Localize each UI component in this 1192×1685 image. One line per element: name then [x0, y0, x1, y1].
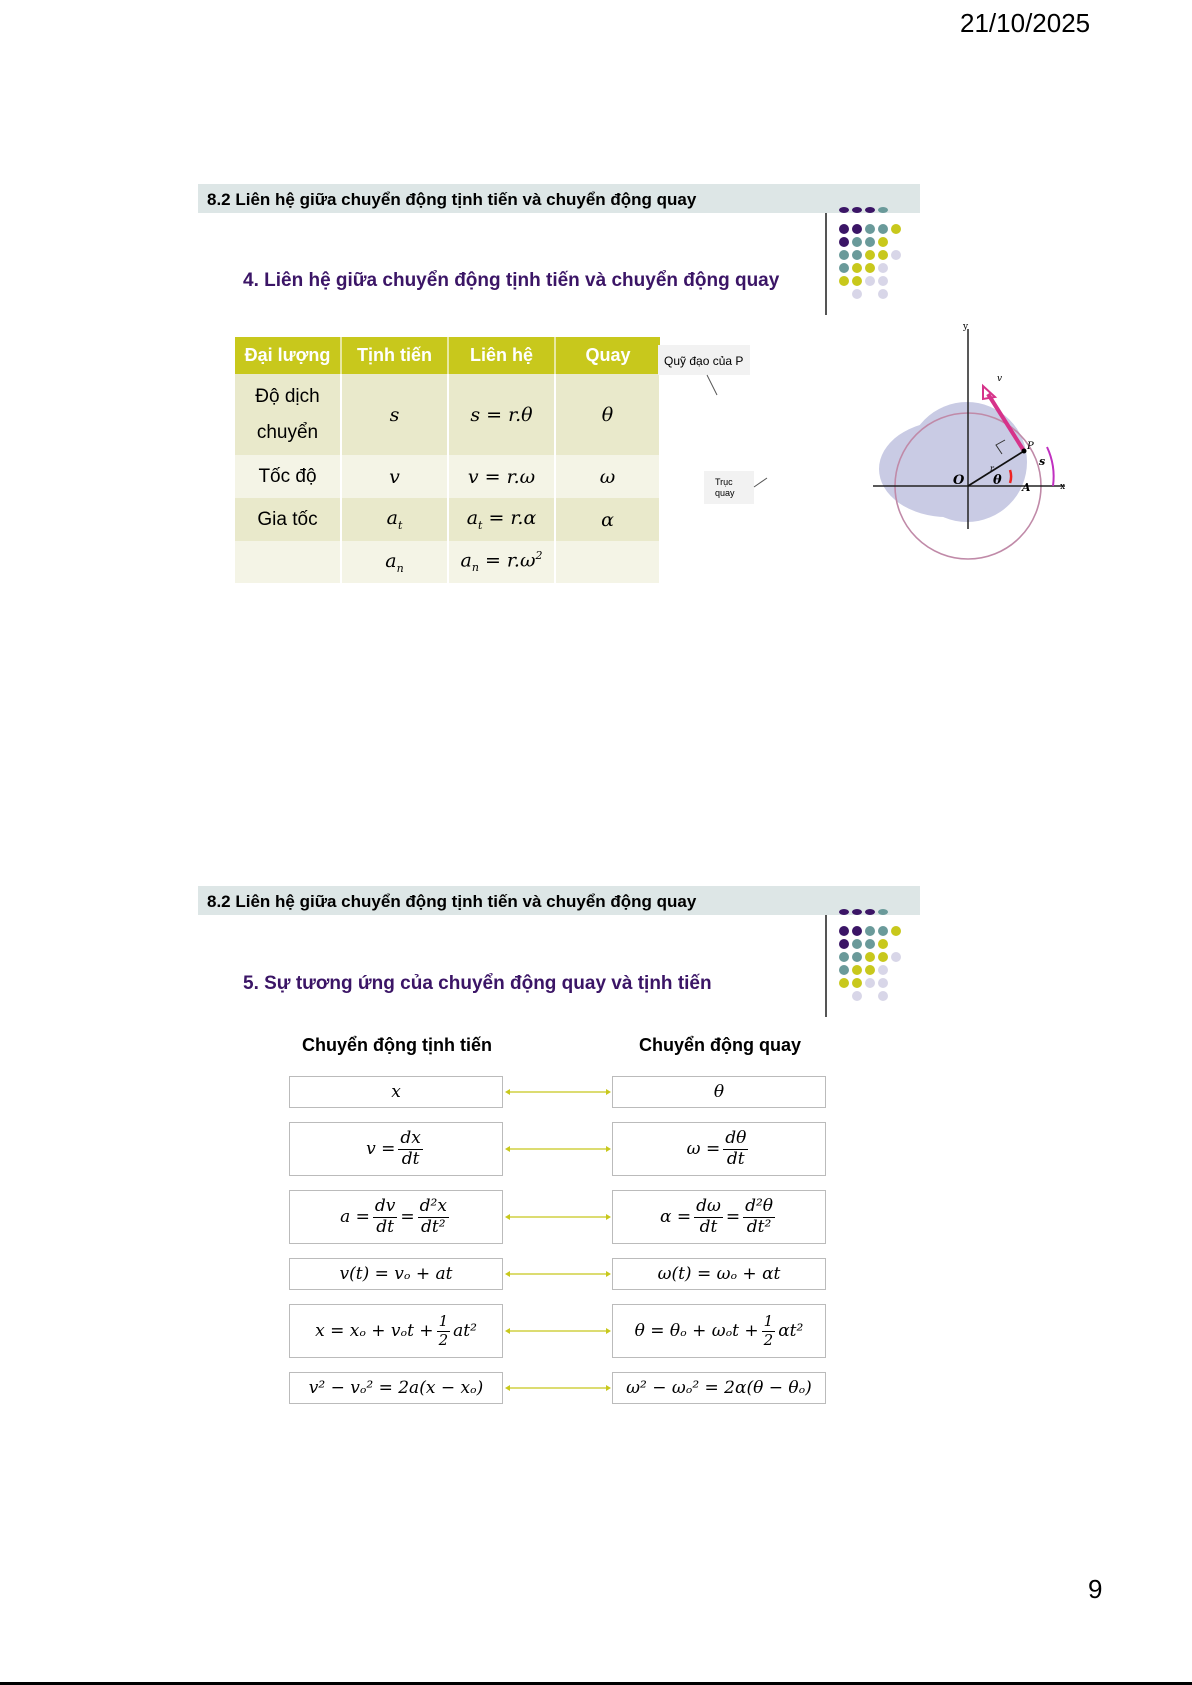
- row-name: Tốc độ: [235, 455, 341, 498]
- radius-label: r: [990, 464, 994, 473]
- slide-1: [198, 184, 1066, 604]
- x-label: x: [1060, 482, 1066, 492]
- y-label: y: [963, 322, 969, 332]
- decorative-dot: [878, 237, 888, 247]
- eq-position-angular: θ: [612, 1076, 826, 1108]
- decorative-dot: [852, 207, 862, 213]
- eq-velocity-linear: v = $\frac{dx}{dt}$: [289, 1122, 503, 1176]
- decorative-dot: [878, 978, 888, 988]
- slide-subtitle: 4. Liên hệ giữa chuyển động tịnh tiến và chuyển động quay: [243, 270, 780, 291]
- decorative-dot: [878, 276, 888, 286]
- decorative-dot: [852, 978, 862, 988]
- velocity-label: v: [997, 374, 1003, 384]
- decorative-dot: [852, 939, 862, 949]
- decorative-dot: [852, 263, 862, 273]
- decorative-dot: [852, 237, 862, 247]
- decorative-dot: [839, 263, 849, 273]
- decorative-dot: [865, 939, 875, 949]
- correspondence-arrow: [505, 1269, 611, 1279]
- decorative-dot: [852, 926, 862, 936]
- decorative-dot: [878, 250, 888, 260]
- decorative-dot: [878, 926, 888, 936]
- linear-cell: s: [341, 374, 448, 455]
- decorative-dot: [865, 965, 875, 975]
- th-angular: Quay: [555, 337, 660, 374]
- table-row: [235, 455, 660, 498]
- eq-acceleration-angular: α = $\frac{d\omega}{dt}$ = $\frac{\text{d²θ}}{\text{dt²}}$: [612, 1190, 826, 1244]
- decorative-dot: [878, 207, 888, 213]
- decorative-dot: [865, 276, 875, 286]
- angular-cell: [555, 541, 660, 583]
- slide-header: 8.2 Liên hệ giữa chuyển động tịnh tiến và chuyển động quay: [207, 190, 697, 209]
- rotation-diagram: [657, 322, 1077, 589]
- decorative-dot: [891, 926, 901, 936]
- correspondence-arrow: [505, 1087, 611, 1097]
- slide-2: [198, 886, 920, 1406]
- linear-cell: $a_n$: [341, 541, 448, 583]
- decorative-dot: [878, 263, 888, 273]
- row-name: Gia tốc: [235, 498, 341, 541]
- trajectory-label: Quỹ đạo của P: [664, 354, 744, 368]
- eq-position-linear: x: [289, 1076, 503, 1108]
- angular-cell: ω: [555, 455, 660, 498]
- th-quantity: Đại lượng: [235, 337, 341, 374]
- decorative-dot: [878, 939, 888, 949]
- axis-label-line1: Trục: [715, 477, 733, 487]
- decorative-dot: [891, 250, 901, 260]
- linear-cell: $a_t$: [341, 498, 448, 541]
- eq-velocity-time-linear: v(t) = vₒ + at: [289, 1258, 503, 1290]
- decorative-dot: [878, 952, 888, 962]
- decorative-dot: [839, 237, 849, 247]
- axis-label-line2: quay: [715, 488, 735, 498]
- decorative-dot: [865, 263, 875, 273]
- decorative-dot: [839, 965, 849, 975]
- decorative-dot: [878, 991, 888, 1001]
- decorative-dot: [865, 237, 875, 247]
- theta-label: θ: [993, 473, 1002, 488]
- row-name: Độ dịch chuyển: [235, 374, 341, 455]
- linear-heading: Chuyển động tịnh tiến: [302, 1035, 492, 1055]
- th-linear: Tịnh tiến: [341, 337, 448, 374]
- decorative-dot: [852, 250, 862, 260]
- eq-acceleration-linear: a = $\frac{dv}{dt}$ = $\frac{\text{d²x}}{\text{dt²}}$: [289, 1190, 503, 1244]
- eq-velocity-time-angular: ω(t) = ωₒ + αt: [612, 1258, 826, 1290]
- decorative-dot: [852, 965, 862, 975]
- eq-velocity-squared-linear: v² − vₒ² = 2a(x − xₒ): [289, 1372, 503, 1404]
- decorative-dot: [865, 978, 875, 988]
- decorative-dot: [852, 909, 862, 915]
- decorative-dot: [891, 952, 901, 962]
- angle-arc: [1010, 470, 1011, 483]
- linear-cell: v: [341, 455, 448, 498]
- decorative-dot: [852, 276, 862, 286]
- decorative-dot: [839, 207, 849, 213]
- correspondence-arrow: [505, 1144, 611, 1154]
- page-number: 9: [1088, 1574, 1103, 1604]
- decorative-dot: [852, 991, 862, 1001]
- date: 21/10/2025: [960, 8, 1091, 38]
- relation-cell: $a_t = r.\alpha$: [448, 498, 555, 541]
- table-header-row: [235, 337, 660, 374]
- correspondence-arrow: [505, 1326, 611, 1336]
- divider: [825, 915, 827, 1017]
- origin-label: O: [953, 473, 965, 488]
- decorative-dot: [839, 250, 849, 260]
- decorative-dot: [865, 207, 875, 213]
- decorative-dot: [852, 224, 862, 234]
- row-name: [235, 541, 341, 583]
- table-row: [235, 541, 660, 583]
- relation-cell: s = r.θ: [448, 374, 555, 455]
- eq-velocity-squared-angular: ω² − ωₒ² = 2α(θ − θₒ): [612, 1372, 826, 1404]
- table-row: [235, 374, 660, 455]
- eq-displacement-linear: x = xₒ + vₒt + $\frac{1}{2}$ at²: [289, 1304, 503, 1358]
- decorative-dot: [878, 224, 888, 234]
- decorative-dot: [852, 952, 862, 962]
- arc-s-label: s: [1039, 455, 1046, 468]
- arc-length: [1047, 447, 1054, 486]
- decorative-dot: [865, 909, 875, 915]
- divider: [825, 213, 827, 315]
- correspondence-arrow: [505, 1212, 611, 1222]
- relation-cell: $a_n = r.\omega^2$: [448, 541, 555, 583]
- angular-cell: θ: [555, 374, 660, 455]
- correspondence-arrow: [505, 1383, 611, 1393]
- decorative-dot: [865, 224, 875, 234]
- slide-header: 8.2 Liên hệ giữa chuyển động tịnh tiến và chuyển động quay: [207, 892, 697, 911]
- decorative-dot: [839, 926, 849, 936]
- relation-cell: v = r.ω: [448, 455, 555, 498]
- decorative-dot: [839, 276, 849, 286]
- decorative-dot: [891, 224, 901, 234]
- angular-heading: Chuyển động quay: [639, 1035, 801, 1055]
- table-row: [235, 498, 660, 541]
- angular-cell: α: [555, 498, 660, 541]
- decorative-dot: [878, 289, 888, 299]
- th-relation: Liên hệ: [448, 337, 555, 374]
- point-p-label: P: [1027, 441, 1034, 452]
- decorative-dot: [839, 952, 849, 962]
- eq-displacement-angular: θ = θₒ + ωₒt + $\frac{1}{2}$ αt²: [612, 1304, 826, 1358]
- decorative-dot: [839, 978, 849, 988]
- decorative-dot: [852, 289, 862, 299]
- decorative-dot: [865, 926, 875, 936]
- decorative-dot: [878, 909, 888, 915]
- eq-velocity-angular: ω = $\frac{d\theta}{dt}$: [612, 1122, 826, 1176]
- decorative-dot: [839, 909, 849, 915]
- point-a-label: A: [1022, 481, 1031, 494]
- decorative-dot: [839, 224, 849, 234]
- relation-table: [235, 337, 661, 583]
- decorative-dot: [865, 952, 875, 962]
- slide-subtitle: 5. Sự tương ứng của chuyển động quay và tịnh tiến: [243, 973, 712, 994]
- decorative-dot: [839, 939, 849, 949]
- decorative-dot: [865, 250, 875, 260]
- decorative-dot: [878, 965, 888, 975]
